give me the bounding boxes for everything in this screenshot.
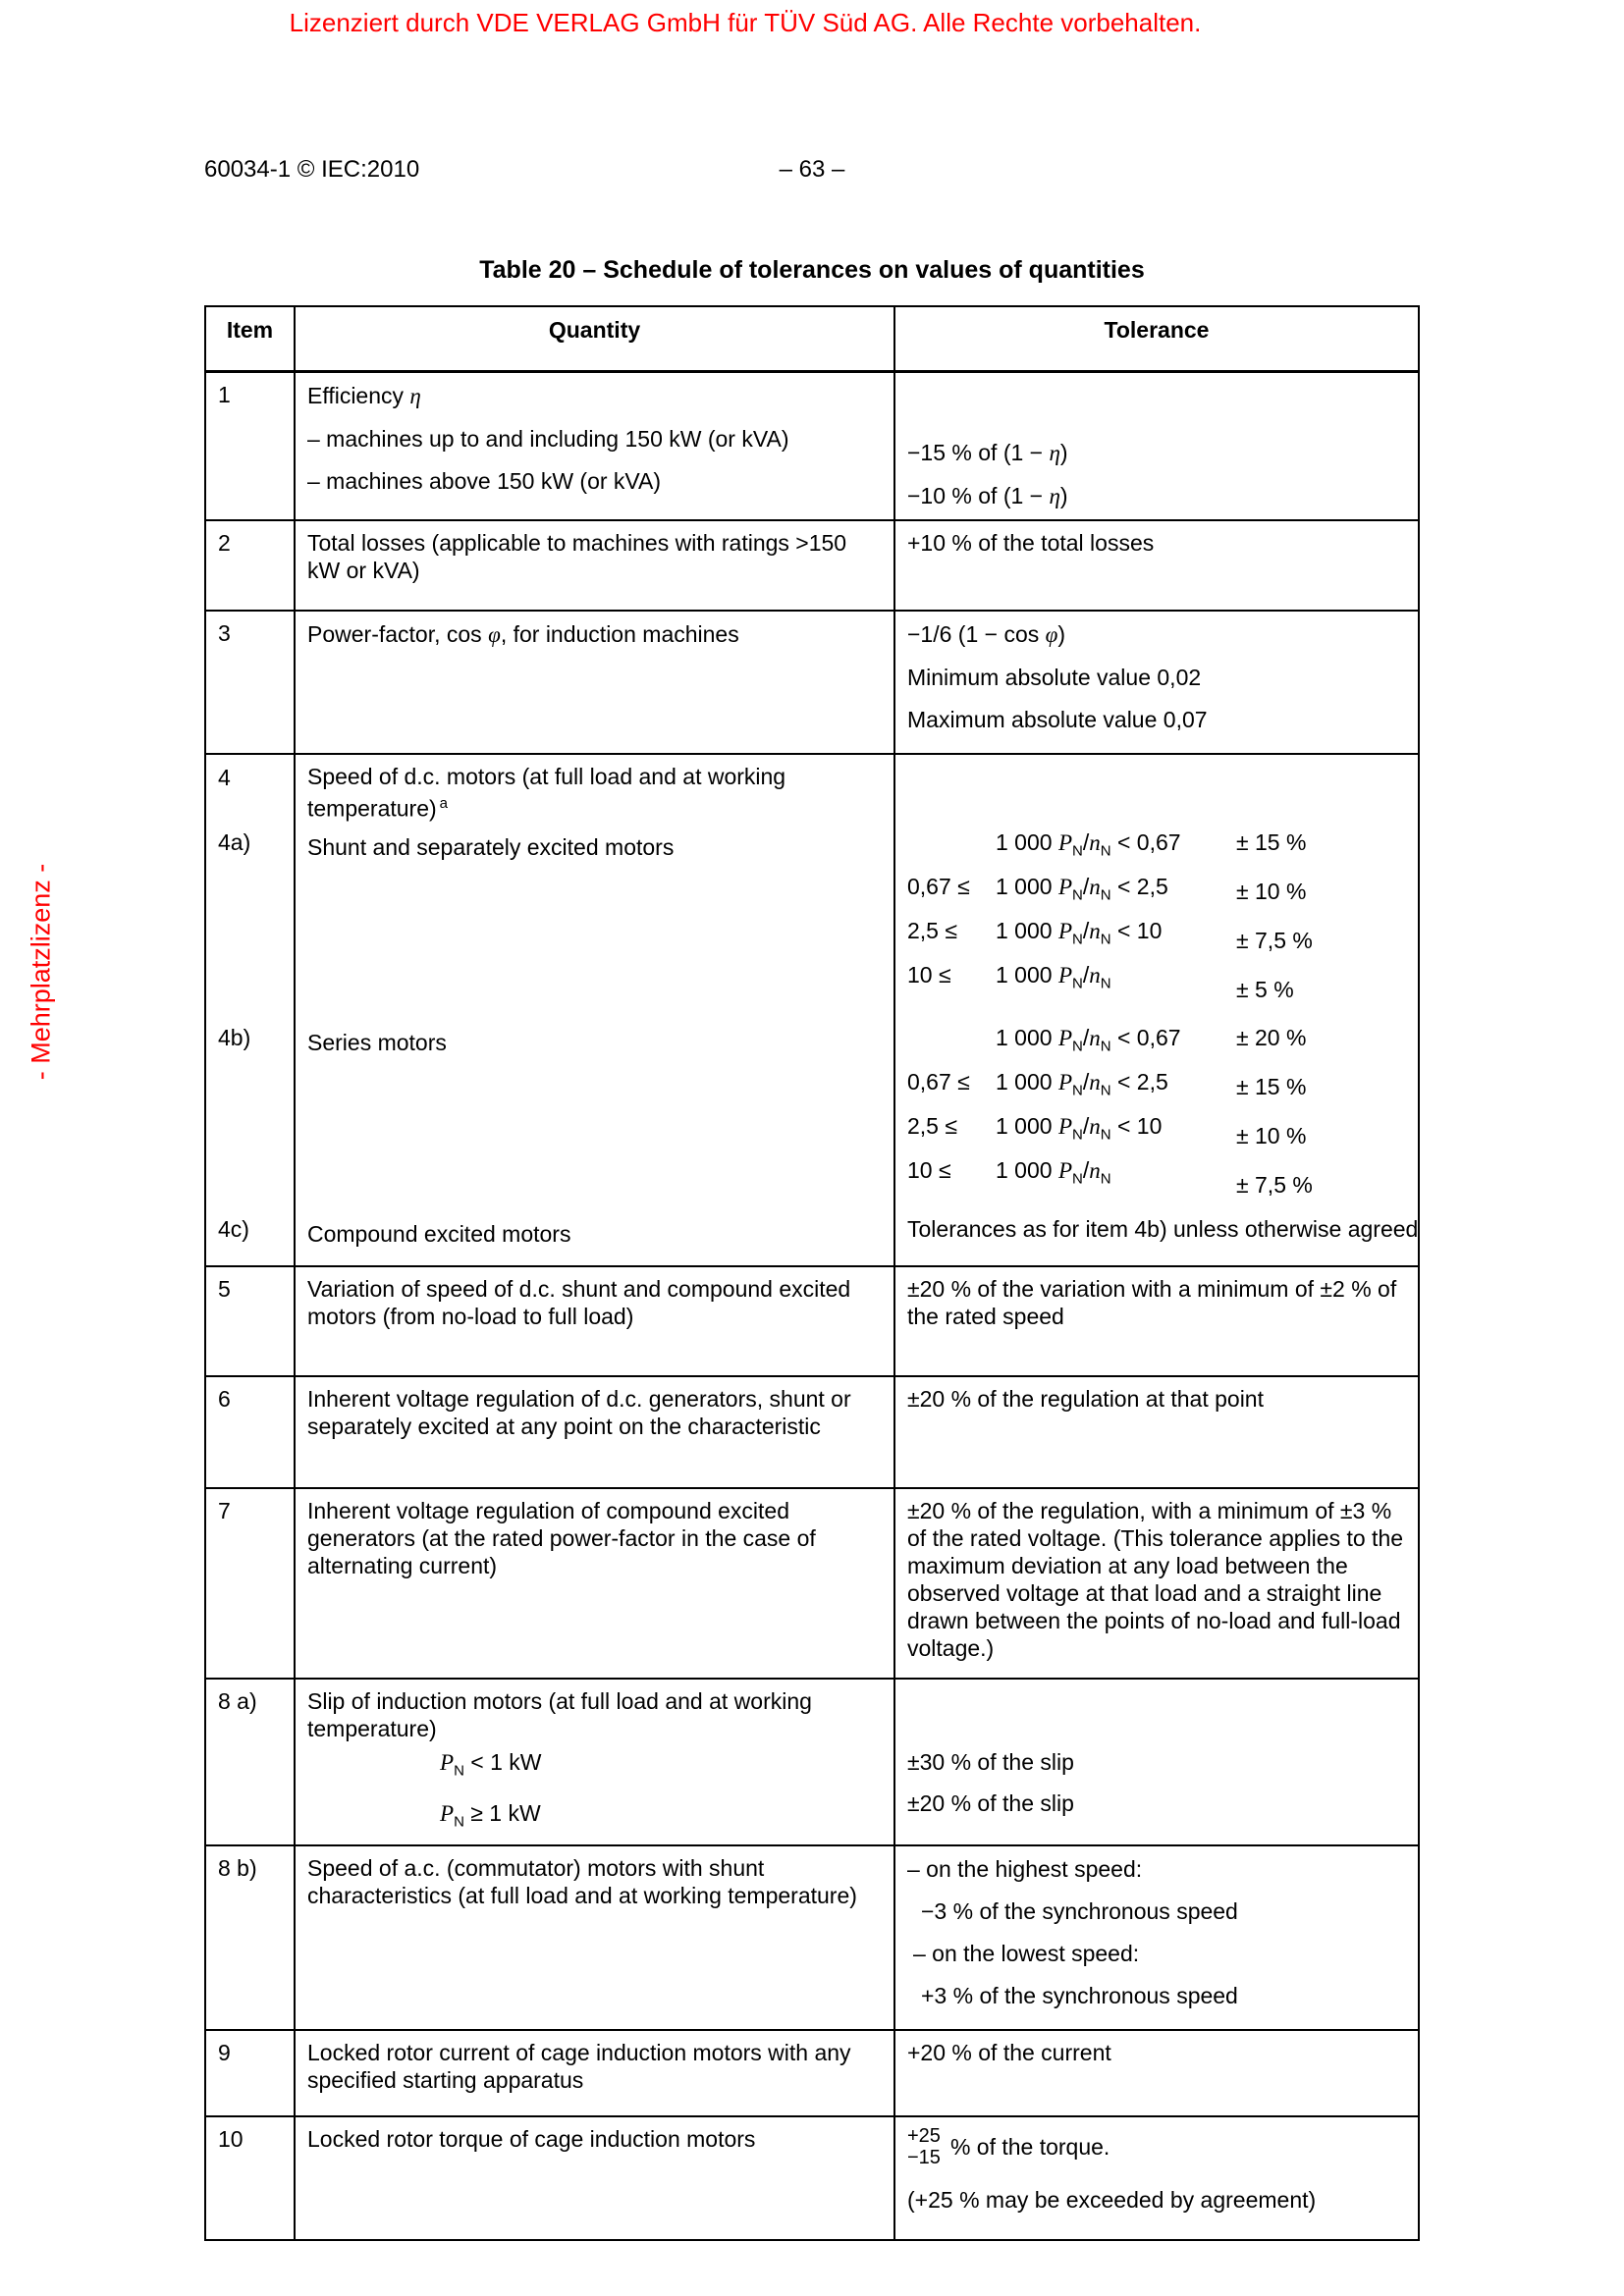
table-row-power-factor (205, 611, 1419, 754)
subscript-N: N (454, 1762, 464, 1780)
subscript-N: N (1072, 842, 1083, 860)
tolerance-line: Minimum absolute value 0,02 (907, 665, 1202, 690)
range-coefficient: 1 000 (996, 1157, 1058, 1183)
subscript-N: N (1100, 842, 1111, 860)
tolerance-cell: +20 % of the current (894, 2030, 1419, 2116)
table-title: Table 20 – Schedule of tolerances on values of quantities (479, 256, 1145, 284)
quantity-line: Compound excited motors (307, 1220, 571, 1247)
tolerance-line (907, 438, 1406, 468)
quantity-line: Slip of induction motors (at full load and at working temperature) (307, 1688, 812, 1741)
quantity-cell: Inherent voltage regulation of compound excited generators (at the rated power-factor in the case of alternating current) (295, 1488, 894, 1679)
symbol-n: n (1089, 1070, 1101, 1095)
tolerance-line: ±30 % of the slip (907, 1749, 1074, 1775)
tolerance-line: +3 % of the synchronous speed (921, 1983, 1238, 2009)
symbol-n: n (1089, 1158, 1101, 1183)
symbol-P: P (1057, 919, 1073, 943)
range-comparison: < 0,67 (1110, 829, 1181, 855)
fraction-slash: / (1082, 1069, 1090, 1095)
quantity-cell: Speed of a.c. (commutator) motors with shunt characteristics (at full load and at working temperature) (295, 1845, 894, 2030)
range-expression (996, 916, 1163, 948)
item-number: 4b) (218, 1025, 251, 1050)
license-side-note: - Mehrplatzlizenz - (26, 863, 56, 1081)
table-row-voltage-regulation-compound (205, 1488, 1419, 1679)
tolerance-value: ± 7,5 % (1236, 928, 1313, 953)
tolerance-value: ± 15 % (1236, 1074, 1307, 1099)
fraction-slash: / (1082, 1025, 1090, 1050)
range-lower-bound: 0,67 ≤ (907, 874, 970, 899)
range-expressions (907, 1023, 1236, 1200)
quantity-line: – machines up to and including 150 kW (or kVA) (307, 426, 789, 452)
fraction-slash: / (1082, 918, 1090, 943)
range-expressions (907, 828, 1236, 1004)
tolerance-value: ± 7,5 % (1236, 1172, 1313, 1198)
quantity-line: Shunt and separately excited motors (307, 833, 675, 860)
quantity-cell: Inherent voltage regulation of d.c. generators, shunt or separately excited at any point on the characteristic (295, 1376, 894, 1488)
range-tolerances (1236, 828, 1313, 1004)
tolerance-line (907, 481, 1406, 511)
symbol-P: P (1057, 963, 1073, 988)
quantity-text: , for induction machines (500, 621, 739, 647)
tolerance-line: Tolerances as for item 4b) unless otherwise agreed (907, 1216, 1419, 1242)
symbol-P: P (1057, 1026, 1073, 1050)
quantity-cell (295, 1679, 894, 1845)
range-expression (996, 1067, 1168, 1099)
subscript-N: N (1100, 931, 1111, 948)
range-line (907, 1023, 1236, 1055)
symbol-P: P (440, 1750, 455, 1775)
table-row-locked-rotor-current (205, 2030, 1419, 2116)
subscript-N: N (1072, 886, 1083, 904)
tolerance-line: – on the lowest speed: (913, 1941, 1140, 1967)
page-header (0, 155, 1624, 185)
tolerance-cell (894, 611, 1419, 754)
power-condition (440, 1747, 882, 1787)
subscript-N: N (1100, 1082, 1111, 1099)
fraction-slash: / (1082, 829, 1090, 855)
symbol-phi: φ (488, 622, 501, 647)
tolerance-cell (894, 372, 1419, 521)
tolerance-line: Maximum absolute value 0,07 (907, 707, 1208, 732)
quantity-text: Power-factor, cos (307, 621, 489, 647)
tolerance-text: −15 % of (1 − (907, 440, 1050, 465)
quantity-line: – machines above 150 kW (or kVA) (307, 468, 662, 494)
tolerance-note: (+25 % may be exceeded by agreement) (907, 2187, 1317, 2214)
document-reference: 60034-1 © IEC:2010 (204, 156, 420, 183)
page-number: – 63 – (779, 156, 845, 183)
fraction-slash: / (1082, 874, 1090, 899)
range-lower-bound: 2,5 ≤ (907, 918, 957, 943)
range-line (907, 872, 1236, 904)
symbol-P: P (1057, 830, 1073, 855)
range-coefficient: 1 000 (996, 1069, 1058, 1095)
range-line (907, 828, 1236, 860)
symbol-P: P (1057, 1070, 1073, 1095)
symbol-eta: η (409, 384, 421, 408)
condition-text: ≥ 1 kW (463, 1799, 541, 1826)
item-number: 4a) (218, 829, 251, 855)
range-coefficient: 1 000 (996, 829, 1058, 855)
tolerance-line: −3 % of the synchronous speed (921, 1898, 1238, 1925)
condition-text: < 1 kW (463, 1749, 542, 1775)
quantity-cell: Total losses (applicable to machines with ratings >150 kW or kVA) (295, 520, 894, 611)
range-comparison: < 0,67 (1110, 1025, 1181, 1050)
item-cell (205, 754, 295, 1266)
subscript-N: N (1072, 1038, 1083, 1055)
tolerance-text: % of the torque. (949, 2134, 1110, 2161)
fraction-slash: / (1082, 962, 1090, 988)
range-lower-bound: 0,67 ≤ (907, 1069, 970, 1095)
item-cell: 10 (205, 2116, 295, 2240)
fraction-slash: / (1082, 1113, 1090, 1139)
tolerance-value: ± 20 % (1236, 1025, 1307, 1050)
tolerance-cell (894, 2116, 1419, 2240)
range-comparison: < 10 (1110, 918, 1163, 943)
tolerance-text: ) (1059, 440, 1068, 465)
item-cell: 9 (205, 2030, 295, 2116)
item-cell: 2 (205, 520, 295, 611)
item-cell: 1 (205, 372, 295, 521)
item-cell: 6 (205, 1376, 295, 1488)
fraction-slash: / (1082, 1157, 1090, 1183)
subscript-N: N (1072, 975, 1083, 992)
subscript-N: N (1072, 1082, 1083, 1099)
quantity-line (307, 763, 882, 823)
lower-tolerance: −15 (907, 2147, 941, 2169)
range-coefficient: 1 000 (996, 874, 1058, 899)
table-row-locked-rotor-torque (205, 2116, 1419, 2240)
subscript-N: N (1100, 1170, 1111, 1188)
table-row-efficiency (205, 372, 1419, 521)
item-number: 4c) (218, 1216, 249, 1242)
symbol-eta: η (1049, 441, 1060, 465)
range-line (907, 1155, 1236, 1188)
item-cell: 8 b) (205, 1845, 295, 2030)
item-cell: 5 (205, 1266, 295, 1376)
symbol-n: n (1089, 963, 1101, 988)
tolerance-cell (894, 1679, 1419, 1845)
tolerance-line (907, 619, 1406, 650)
item-cell: 3 (205, 611, 295, 754)
symbol-P: P (1057, 875, 1073, 899)
table-row-dc-motor-speed (205, 754, 1419, 1266)
footnote-marker: a (439, 795, 449, 812)
quantity-cell (295, 611, 894, 754)
symbol-n: n (1089, 875, 1101, 899)
symbol-P: P (1057, 1158, 1073, 1183)
item-cell: 8 a) (205, 1679, 295, 1845)
range-lower-bound: 10 ≤ (907, 962, 951, 988)
table-row-ac-commutator-speed (205, 1845, 1419, 2030)
symbol-eta: η (1049, 484, 1060, 508)
tolerance-text: −10 % of (1 − (907, 483, 1050, 508)
range-line (907, 916, 1236, 948)
tolerance-cell (894, 1845, 1419, 2030)
item-number: 4 (218, 765, 231, 790)
table-row-speed-variation (205, 1266, 1419, 1376)
quantity-line (307, 381, 882, 411)
quantity-text: Efficiency (307, 383, 410, 408)
subscript-N: N (1100, 886, 1111, 904)
symbol-phi: φ (1045, 622, 1058, 647)
subscript-N: N (1072, 931, 1083, 948)
tolerance-value: ± 10 % (1236, 1123, 1307, 1148)
range-expression (996, 1023, 1181, 1055)
range-line (907, 1067, 1236, 1099)
tolerance-cell: ±20 % of the regulation at that point (894, 1376, 1419, 1488)
subscript-N: N (1072, 1126, 1083, 1144)
range-comparison: < 10 (1110, 1113, 1163, 1139)
subscript-N: N (1072, 1170, 1083, 1188)
tolerance-value: ± 5 % (1236, 977, 1294, 1002)
tolerance-line: ±20 % of the slip (907, 1790, 1074, 1816)
table-header-row (205, 306, 1419, 372)
quantity-line: Series motors (307, 1029, 447, 1055)
column-header-item: Item (205, 306, 295, 372)
quantity-cell: Locked rotor torque of cage induction motors (295, 2116, 894, 2240)
subscript-N: N (1100, 1038, 1111, 1055)
symbol-n: n (1089, 1026, 1101, 1050)
range-tolerances (1236, 1023, 1313, 1200)
tolerance-text: ) (1059, 483, 1068, 508)
range-lower-bound: 2,5 ≤ (907, 1113, 957, 1139)
tolerance-value: ± 10 % (1236, 879, 1307, 904)
power-condition (440, 1798, 882, 1838)
range-lower-bound (907, 1023, 996, 1052)
symbol-n: n (1089, 1114, 1101, 1139)
symbol-n: n (1089, 830, 1101, 855)
license-banner: Lizenziert durch VDE VERLAG GmbH für TÜV Süd AG. Alle Rechte vorbehalten. (289, 8, 1202, 37)
shunt-motor-tolerance-table (907, 828, 1406, 1004)
tolerance-line: – on the highest speed: (907, 1856, 1143, 1883)
tolerance-text: −1/6 (1 − cos (907, 621, 1046, 647)
tolerance-value: ± 15 % (1236, 829, 1307, 855)
range-lower-bound: 10 ≤ (907, 1157, 951, 1183)
table-row-slip (205, 1679, 1419, 1845)
range-expression (996, 1155, 1111, 1188)
tolerance-cell: ±20 % of the regulation, with a minimum of ±3 % of the rated voltage. (This tolerance applies to the maximum deviation at any load between the observed voltage at that load and a straight line drawn between the points of no-load and full-load voltage.) (894, 1488, 1419, 1679)
stacked-tolerance (907, 2125, 941, 2168)
range-expression (996, 960, 1111, 992)
range-expression (996, 828, 1181, 860)
item-cell: 7 (205, 1488, 295, 1679)
upper-tolerance: +25 (907, 2125, 941, 2148)
range-coefficient: 1 000 (996, 962, 1058, 988)
range-coefficient: 1 000 (996, 918, 1058, 943)
subscript-N: N (1100, 1126, 1111, 1144)
subscript-N: N (1100, 975, 1111, 992)
tolerance-cell: ±20 % of the variation with a minimum of ±2 % of the rated speed (894, 1266, 1419, 1376)
tolerance-text: ) (1057, 621, 1066, 647)
symbol-P: P (1057, 1114, 1073, 1139)
series-motor-tolerance-table (907, 1023, 1406, 1200)
range-lower-bound (907, 828, 996, 857)
table-row-voltage-regulation-dc (205, 1376, 1419, 1488)
quantity-cell: Locked rotor current of cage induction motors with any specified starting apparatus (295, 2030, 894, 2116)
tolerance-cell (894, 754, 1419, 1266)
column-header-quantity: Quantity (295, 306, 894, 372)
quantity-cell: Variation of speed of d.c. shunt and compound excited motors (from no-load to full load) (295, 1266, 894, 1376)
range-expression (996, 1111, 1163, 1144)
symbol-n: n (1089, 919, 1101, 943)
range-comparison: < 2,5 (1110, 1069, 1168, 1095)
subscript-N: N (454, 1813, 464, 1831)
range-comparison: < 2,5 (1110, 874, 1168, 899)
range-line (907, 1111, 1236, 1144)
quantity-cell (295, 372, 894, 521)
symbol-P: P (440, 1800, 455, 1826)
table-row-total-losses (205, 520, 1419, 611)
quantity-cell (295, 754, 894, 1266)
range-coefficient: 1 000 (996, 1025, 1058, 1050)
tolerance-line (907, 2125, 1406, 2168)
column-header-tolerance: Tolerance (894, 306, 1419, 372)
tolerance-table (204, 305, 1420, 2241)
tolerance-cell: +10 % of the total losses (894, 520, 1419, 611)
range-coefficient: 1 000 (996, 1113, 1058, 1139)
quantity-line (307, 619, 882, 650)
range-expression (996, 872, 1168, 904)
quantity-text: Speed of d.c. motors (at full load and at working temperature) (307, 764, 786, 822)
range-line (907, 960, 1236, 992)
